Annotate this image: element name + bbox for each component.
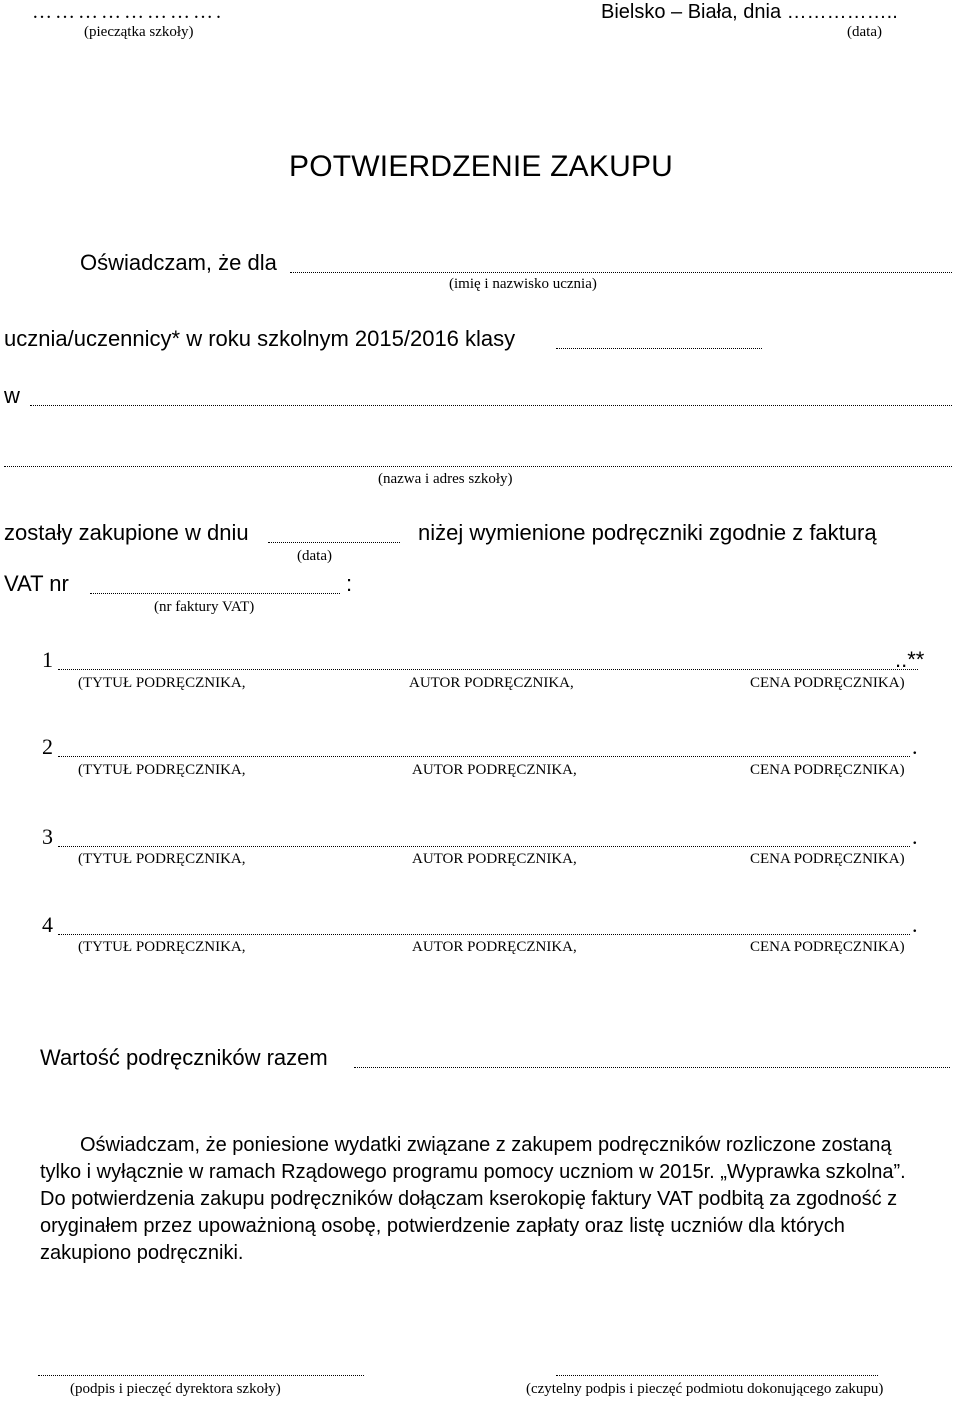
book-3-number: 3: [42, 824, 53, 849]
director-signature-line[interactable]: [38, 1375, 364, 1376]
vat-number-field[interactable]: [90, 593, 340, 594]
statement-paragraph: Oświadczam, że poniesione wydatki związane z zakupem podręczników rozliczone zostaną tylko i wyłącznie w ramach Rządowego programu pomocy uczniom w 2015r. „Wyprawka szkolna”. Do potwierdzenia zakupu podręczników dołączam kserokopię faktury VAT podbitą za zgodność z oryginałem przez upoważnioną osobę, potwierdzenie zapłaty oraz listę uczniów dla których zakupiono podręczniki.: [40, 1134, 906, 1264]
book-2-number: 2: [42, 734, 53, 759]
book-3-end: .: [912, 824, 918, 849]
school-label: (nazwa i adres szkoły): [378, 471, 513, 487]
student-name-label: (imię i nazwisko ucznia): [449, 276, 597, 292]
class-field[interactable]: [556, 348, 762, 349]
buyer-signature-line[interactable]: [556, 1375, 878, 1376]
book-2-author-label: AUTOR PODRĘCZNIKA,: [412, 762, 577, 778]
book-3-title-label: (TYTUŁ PODRĘCZNIKA,: [78, 851, 246, 867]
book-2-price-label: CENA PODRĘCZNIKA): [750, 762, 905, 778]
vat-colon: :: [346, 571, 353, 596]
book-4-field[interactable]: [58, 934, 910, 935]
purchase-date-prefix: zostały zakupione w dniu: [4, 520, 249, 545]
total-label: Wartość podręczników razem: [40, 1045, 328, 1070]
place-date: Bielsko – Biała, dnia ……………..: [601, 1, 898, 23]
book-1-price-label: CENA PODRĘCZNIKA): [750, 675, 905, 691]
book-1-title-label: (TYTUŁ PODRĘCZNIKA,: [78, 675, 246, 691]
book-2-field[interactable]: [58, 756, 910, 757]
vat-number-label: (nr faktury VAT): [154, 599, 255, 615]
book-2-end: .: [912, 734, 918, 759]
book-1-end: ..**: [895, 647, 925, 672]
book-1-author-label: AUTOR PODRĘCZNIKA,: [409, 675, 574, 691]
student-name-field[interactable]: [290, 272, 952, 273]
school-field-line1[interactable]: [30, 405, 952, 406]
book-4-end: .: [912, 912, 918, 937]
purchase-suffix: niżej wymienione podręczniki zgodnie z fakturą: [418, 520, 877, 545]
date-label: (data): [847, 24, 882, 40]
purchase-date-field[interactable]: [268, 542, 400, 543]
book-3-author-label: AUTOR PODRĘCZNIKA,: [412, 851, 577, 867]
book-3-price-label: CENA PODRĘCZNIKA): [750, 851, 905, 867]
book-1-number: 1: [42, 647, 53, 672]
buyer-signature-label: (czytelny podpis i pieczęć podmiotu dokonującego zakupu): [526, 1381, 884, 1397]
vat-prefix: VAT nr: [4, 571, 69, 596]
book-1-field[interactable]: [58, 669, 918, 670]
book-4-title-label: (TYTUŁ PODRĘCZNIKA,: [78, 939, 246, 955]
page-title: POTWIERDZENIE ZAKUPU: [289, 150, 674, 183]
school-field-line2[interactable]: [4, 466, 952, 467]
stamp-label: (pieczątka szkoły): [84, 24, 194, 40]
class-line-text: ucznia/uczennicy* w roku szkolnym 2015/2016 klasy: [4, 326, 516, 351]
director-signature-label: (podpis i pieczęć dyrektora szkoły): [70, 1381, 281, 1397]
total-field[interactable]: [354, 1067, 950, 1068]
book-3-field[interactable]: [58, 846, 910, 847]
stamp-dots: …………………….: [32, 1, 224, 23]
book-4-author-label: AUTOR PODRĘCZNIKA,: [412, 939, 577, 955]
purchase-date-label: (data): [297, 548, 332, 564]
book-4-price-label: CENA PODRĘCZNIKA): [750, 939, 905, 955]
school-prefix: w: [4, 383, 20, 408]
book-4-number: 4: [42, 912, 53, 937]
book-2-title-label: (TYTUŁ PODRĘCZNIKA,: [78, 762, 246, 778]
declaration-prefix: Oświadczam, że dla: [80, 250, 277, 275]
